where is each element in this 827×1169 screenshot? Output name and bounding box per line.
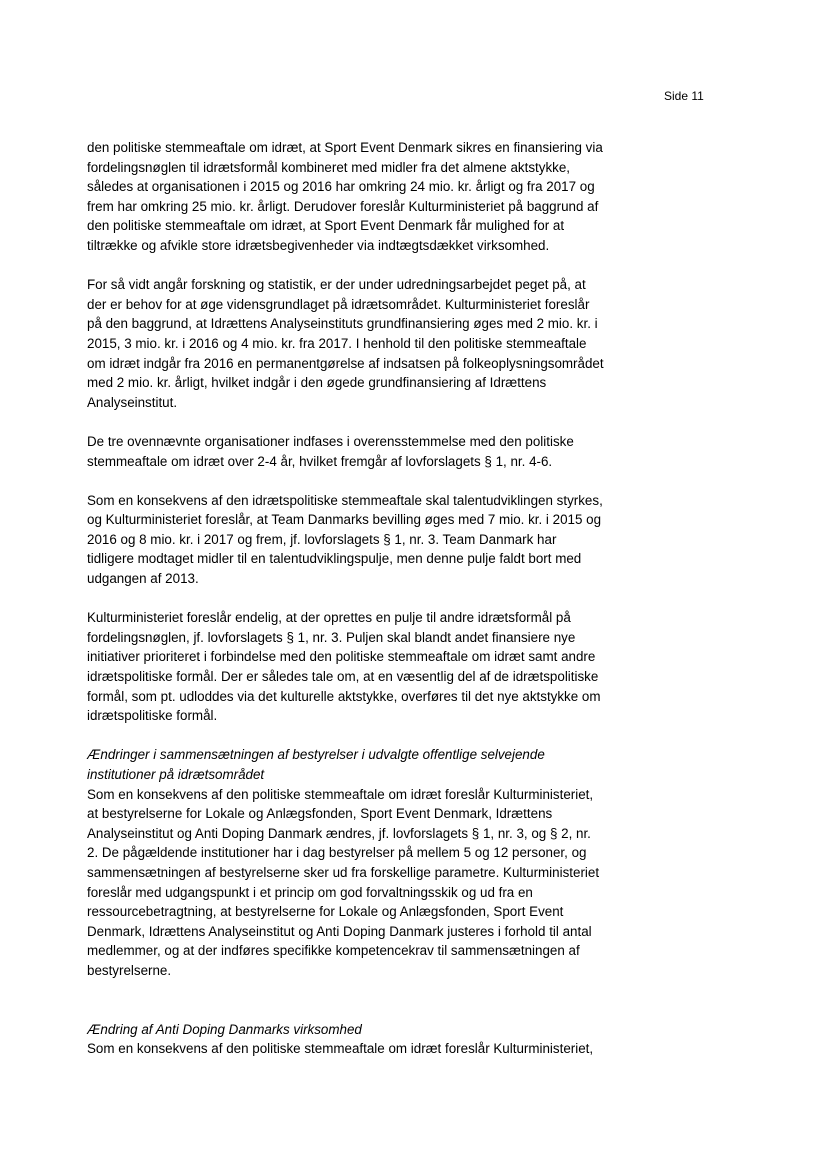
text-line: og Kulturministeriet foreslår, at Team Danmarks bevilling øges med 7 mio. kr. i 2015 og — [87, 512, 602, 528]
text-line: 2016 og 8 mio. kr. i 2017 og frem, jf. lovforslagets § 1, nr. 3. Team Danmark har — [87, 531, 557, 547]
text-line: fordelingsnøglen til idrætsformål kombineret med midler fra det almene aktstykke, — [87, 159, 571, 175]
text-line: foreslår med udgangspunkt i et princip om god forvaltningsskik og ud fra en — [87, 884, 533, 900]
text-line: idrætspolitiske formål. — [87, 708, 218, 724]
text-line: Som en konsekvens af den idrætspolitiske stemmeaftale skal talentudviklingen styrkes, — [87, 492, 603, 508]
text-line: stemmeaftale om idræt over 2-4 år, hvilket fremgår af lovforslagets § 1, nr. 4-6. — [87, 453, 553, 469]
text-line: bestyrelserne. — [87, 962, 172, 978]
text-line: den politiske stemmeaftale om idræt, at Sport Event Denmark får mulighed for at — [87, 218, 565, 234]
text-line: ressourcebetragtning, at bestyrelserne for Lokale og Anlægsfonden, Sport Event — [87, 904, 564, 920]
text-line: Som en konsekvens af den politiske stemmeaftale om idræt foreslår Kulturministeriet, — [87, 1041, 594, 1057]
section-heading: Ændringer i sammensætningen af bestyrelser i udvalgte offentlige selvejende — [87, 747, 545, 763]
paragraph-talentudvikling — [87, 491, 632, 589]
section-bestyrelser — [87, 745, 632, 980]
text-line: udgangen af 2013. — [87, 571, 199, 587]
section-anti-doping — [87, 1020, 632, 1059]
text-line: tiltrække og afvikle store idrætsbegivenheder via indtægtsdækket virksomhed. — [87, 237, 550, 253]
document-body — [87, 138, 632, 1079]
text-line: For så vidt angår forskning og statistik, er der under udredningsarbejdet peget på, at — [87, 277, 586, 293]
spacer — [87, 1000, 632, 1020]
text-line: Analyseinstitut og Anti Doping Danmark ændres, jf. lovforslagets § 1, nr. 3, og § 2, nr. — [87, 825, 591, 841]
text-line: 2. De pågældende institutioner har i dag bestyrelser på mellem 5 og 12 personer, og — [87, 845, 587, 861]
text-line: den politiske stemmeaftale om idræt, at Sport Event Denmark sikres en finansiering via — [87, 140, 603, 155]
text-line: initiativer prioriteret i forbindelse med den politiske stemmeaftale om idræt samt andre — [87, 649, 596, 665]
text-line: medlemmer, og at der indføres specifikke kompetencekrav til sammensætningen af — [87, 943, 580, 959]
text-line: Analyseinstitut. — [87, 394, 178, 410]
text-line: formål, som pt. udloddes via det kulturelle aktstykke, overføres til det nye aktstykke om — [87, 688, 601, 704]
section-heading: Ændring af Anti Doping Danmarks virksomhed — [87, 1021, 362, 1037]
page-number: Side 11 — [664, 89, 704, 103]
paragraph-forskning-statistik — [87, 275, 632, 412]
text-line: Kulturministeriet foreslår endelig, at der oprettes en pulje til andre idrætsformål på — [87, 610, 571, 626]
text-line: med 2 mio. kr. årligt, hvilket indgår i den øgede grundfinansiering af Idrættens — [87, 375, 547, 391]
text-line: Som en konsekvens af den politiske stemmeaftale om idræt foreslår Kulturministeriet, — [87, 786, 594, 802]
text-line: sammensætningen af bestyrelserne sker ud fra forskellige parametre. Kulturministeriet — [87, 864, 600, 880]
text-line: De tre ovennævnte organisationer indfases i overensstemmelse med den politiske — [87, 433, 574, 449]
text-line: på den baggrund, at Idrættens Analyseinstituts grundfinansiering øges med 2 mio. kr. i — [87, 316, 598, 332]
text-line: 2015, 3 mio. kr. i 2016 og 4 mio. kr. fra 2017. I henhold til den politiske stemmeaftale — [87, 335, 587, 351]
text-line: således at organisationen i 2015 og 2016 har omkring 24 mio. kr. årligt og fra 2017 og — [87, 179, 595, 195]
text-line: tidligere modtaget midler til en talentudviklingspulje, men denne pulje faldt bort med — [87, 551, 582, 567]
text-line: idrætspolitiske formål. Der er således tale om, at en væsentlig del af de idrætspolitiske — [87, 669, 599, 685]
paragraph-pulje-idraetsformaal — [87, 608, 632, 726]
text-line: fordelingsnøglen, jf. lovforslagets § 1, nr. 3. Puljen skal blandt andet finansiere nye — [87, 629, 576, 645]
paragraph-sport-event-denmark — [87, 138, 632, 256]
paragraph-indfasning — [87, 432, 632, 471]
text-line: Denmark, Idrættens Analyseinstitut og Anti Doping Danmark justeres i forhold til antal — [87, 923, 592, 939]
text-line: der er behov for at øge vidensgrundlaget på idrætsområdet. Kulturministeriet foreslår — [87, 296, 590, 312]
section-heading: institutioner på idrætsområdet — [87, 767, 265, 782]
text-line: at bestyrelserne for Lokale og Anlægsfonden, Sport Event Denmark, Idrættens — [87, 806, 553, 822]
text-line: om idræt indgår fra 2016 en permanentgørelse af indsatsen på folkeoplysningsområdet — [87, 355, 604, 371]
text-line: frem har omkring 25 mio. kr. årligt. Derudover foreslår Kulturministeriet på baggrund af — [87, 198, 599, 214]
